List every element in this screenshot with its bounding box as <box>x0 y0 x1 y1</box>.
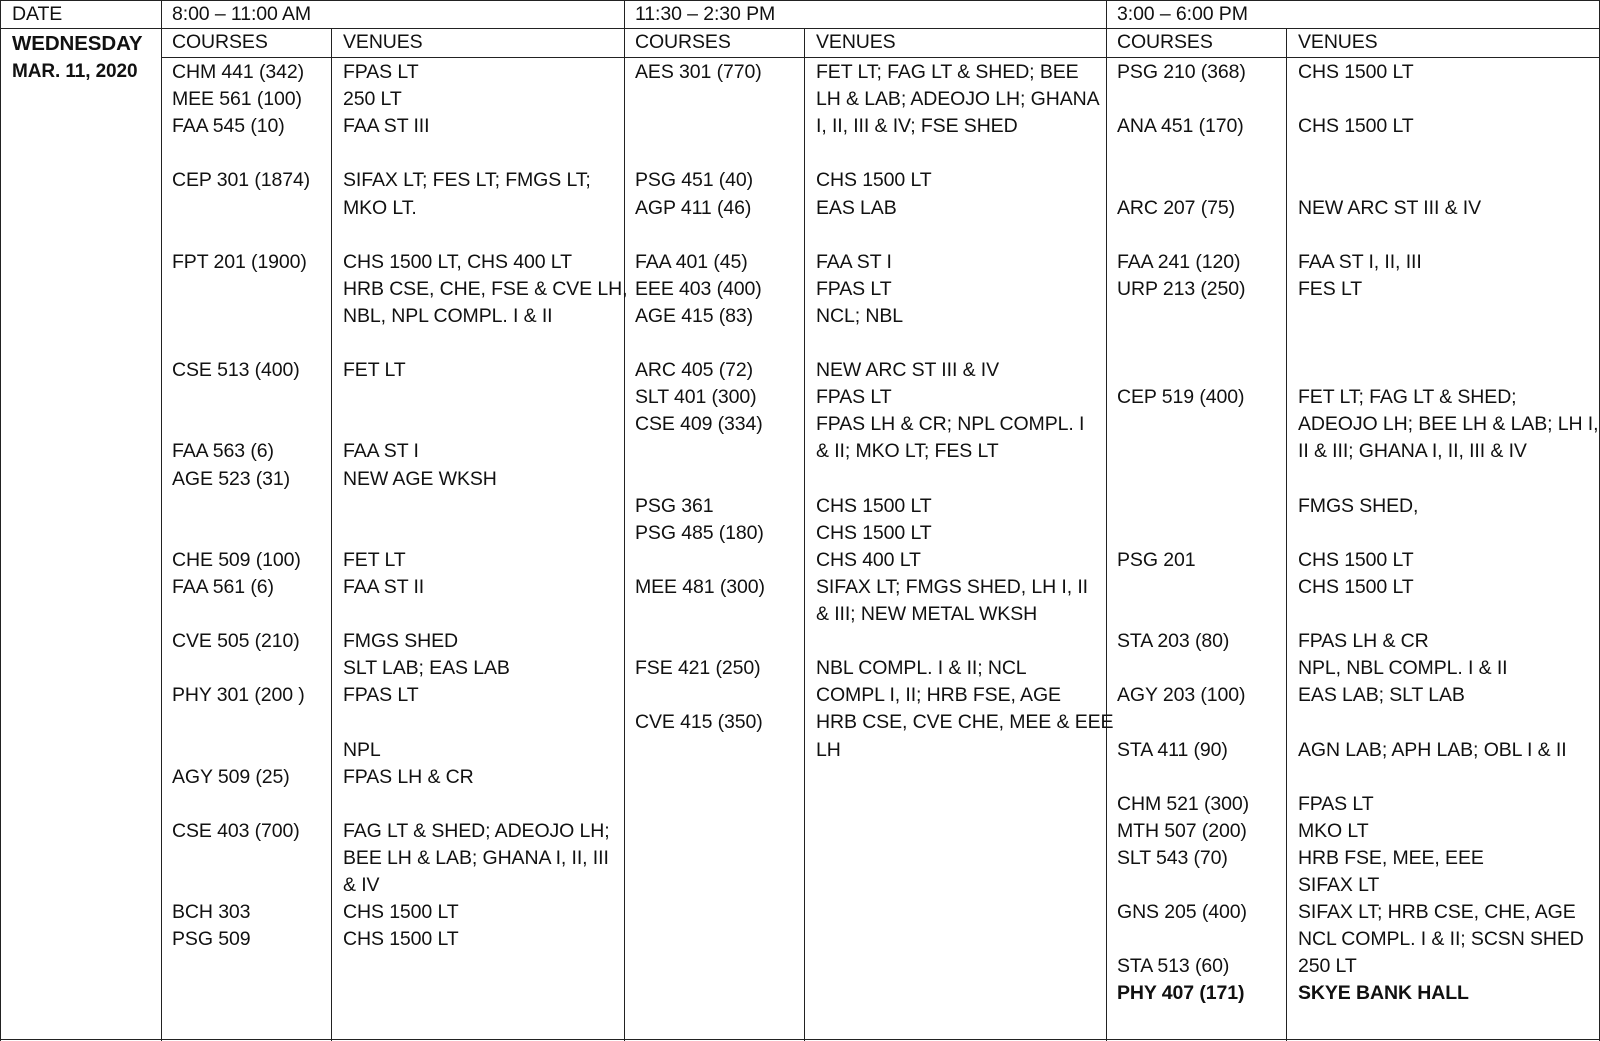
slot2-course-cell: AGE 415 (83) <box>635 304 754 327</box>
slot2-course-cell: EEE 403 (400) <box>635 277 762 300</box>
slot3-venue-cell: MKO LT <box>1298 819 1369 842</box>
slot1-venue-cell: BEE LH & LAB; GHANA I, II, III <box>343 846 609 869</box>
slot1-course-cell: PHY 301 (200 ) <box>172 684 305 707</box>
slot1-venues-header: VENUES <box>343 31 423 53</box>
slot2-course-cell: ARC 405 (72) <box>635 359 754 382</box>
slot1-venue-cell: FPAS LT <box>343 61 419 83</box>
column-divider-slot3-venues <box>1286 29 1287 1041</box>
slot2-venues-header: VENUES <box>816 31 896 53</box>
slot1-venue-cell: HRB CSE, CHE, FSE & CVE LH, <box>343 277 628 300</box>
slot1-venue-cell: FAG LT & SHED; ADEOJO LH; <box>343 819 610 842</box>
slot2-course-cell: AGP 411 (46) <box>635 196 752 219</box>
slot3-venue-cell: ADEOJO LH; BEE LH & LAB; LH I, <box>1298 413 1599 436</box>
slot3-course-cell: ARC 207 (75) <box>1117 196 1236 219</box>
slot1-time-header: 8:00 – 11:00 AM <box>172 3 312 25</box>
slot1-venue-cell: 250 LT <box>343 88 402 111</box>
slot3-course-cell: URP 213 (250) <box>1117 277 1246 300</box>
slot1-venue-cell: FAA ST II <box>343 575 425 598</box>
slot2-venue-cell: LH & LAB; ADEOJO LH; GHANA <box>816 88 1100 111</box>
slot2-venue-cell: FET LT; FAG LT & SHED; BEE <box>816 61 1079 83</box>
slot2-course-cell: SLT 401 (300) <box>635 386 757 409</box>
slot3-venue-cell: CHS 1500 LT <box>1298 61 1414 83</box>
slot1-course-cell: CEP 301 (1874) <box>172 169 311 192</box>
column-divider-slot2-venues <box>804 29 805 1041</box>
slot3-venue-cell: NCL COMPL. I & II; SCSN SHED <box>1298 928 1584 951</box>
slot3-venue-cell: EAS LAB; SLT LAB <box>1298 684 1465 707</box>
slot3-course-cell: FAA 241 (120) <box>1117 250 1241 273</box>
slot2-course-cell: PSG 361 <box>635 494 714 517</box>
slot3-venue-cell: NPL, NBL COMPL. I & II <box>1298 657 1508 680</box>
slot2-venue-cell: CHS 1500 LT <box>816 521 932 544</box>
slot1-venue-cell: FAA ST I <box>343 440 419 463</box>
slot1-course-cell: FAA 563 (6) <box>172 440 274 463</box>
slot3-course-cell: STA 513 (60) <box>1117 955 1230 978</box>
slot3-venues-header: VENUES <box>1298 31 1378 53</box>
slot2-course-cell: FSE 421 (250) <box>635 657 761 680</box>
slot1-course-cell: CSE 513 (400) <box>172 359 300 382</box>
slot3-course-cell: CEP 519 (400) <box>1117 386 1245 409</box>
column-divider-slot3 <box>1106 0 1107 1041</box>
slot1-venue-cell: FMGS SHED <box>343 630 459 653</box>
slot3-venue-cell: FPAS LT <box>1298 792 1374 815</box>
slot3-venue-cell: II & III; GHANA I, II, III & IV <box>1298 440 1527 463</box>
slot3-course-cell: STA 203 (80) <box>1117 630 1230 653</box>
day-name: WEDNESDAY <box>12 32 143 55</box>
slot1-venue-cell: FPAS LT <box>343 684 419 707</box>
slot2-venue-cell: FPAS LT <box>816 386 892 409</box>
slot1-course-cell: CHM 441 (342) <box>172 61 305 83</box>
slot3-venue-cell: FMGS SHED, <box>1298 494 1419 517</box>
slot2-venue-cell: EAS LAB <box>816 196 897 219</box>
slot2-venue-cell: I, II, III & IV; FSE SHED <box>816 115 1018 138</box>
slot1-course-cell: MEE 561 (100) <box>172 88 302 111</box>
slot1-course-cell: CSE 403 (700) <box>172 819 300 842</box>
slot3-venue-cell: CHS 1500 LT <box>1298 548 1414 571</box>
day-date: MAR. 11, 2020 <box>12 61 138 82</box>
slot2-venue-cell: CHS 1500 LT <box>816 169 932 192</box>
slot3-course-cell: STA 411 (90) <box>1117 738 1228 761</box>
slot1-venue-cell: CHS 1500 LT <box>343 901 459 924</box>
slot3-course-cell: PSG 201 <box>1117 548 1196 571</box>
slot1-course-cell: AGY 509 (25) <box>172 765 290 788</box>
slot3-courses-header: COURSES <box>1117 31 1213 53</box>
slot2-course-cell: MEE 481 (300) <box>635 575 765 598</box>
slot3-venue-cell: FPAS LH & CR <box>1298 630 1429 653</box>
slot3-course-cell: MTH 507 (200) <box>1117 819 1247 842</box>
slot1-venue-cell: SLT LAB; EAS LAB <box>343 657 510 680</box>
slot2-venue-cell: & III; NEW METAL WKSH <box>816 603 1038 625</box>
slot2-venue-cell: CHS 400 LT <box>816 548 921 571</box>
slot1-courses-header: COURSES <box>172 31 268 53</box>
slot1-course-cell: FAA 545 (10) <box>172 115 285 138</box>
slot2-course-cell: CSE 409 (334) <box>635 413 763 436</box>
slot1-venue-cell: SIFAX LT; FES LT; FMGS LT; <box>343 169 591 192</box>
slot1-venue-cell: NBL, NPL COMPL. I & II <box>343 304 553 327</box>
slot2-venue-cell: SIFAX LT; FMGS SHED, LH I, II <box>816 575 1088 598</box>
slot1-course-cell: CVE 505 (210) <box>172 630 300 653</box>
slot3-course-cell: GNS 205 (400) <box>1117 901 1247 924</box>
slot2-venue-cell: NCL; NBL <box>816 304 903 327</box>
slot1-course-cell: FPT 201 (1900) <box>172 250 307 273</box>
slot2-venue-cell: FAA ST I <box>816 250 892 273</box>
slot3-venue-cell: SIFAX LT <box>1298 874 1380 896</box>
slot3-course-cell: PSG 210 (368) <box>1117 61 1246 83</box>
slot1-venue-cell: NPL <box>343 738 381 761</box>
slot2-venue-cell: NBL COMPL. I & II; NCL <box>816 657 1027 680</box>
slot2-course-cell: AES 301 (770) <box>635 61 762 83</box>
slot2-courses-header: COURSES <box>635 31 731 53</box>
slot3-venue-cell: SIFAX LT; HRB CSE, CHE, AGE <box>1298 901 1576 924</box>
slot3-venue-cell: CHS 1500 LT <box>1298 115 1414 138</box>
slot1-course-cell: CHE 509 (100) <box>172 548 301 571</box>
slot3-venue-cell: FAA ST I, II, III <box>1298 250 1422 273</box>
slot1-venue-cell: CHS 1500 LT, CHS 400 LT <box>343 250 572 273</box>
slot1-venue-cell: FET LT <box>343 359 406 382</box>
slot3-venue-cell: AGN LAB; APH LAB; OBL I & II <box>1298 738 1567 761</box>
slot1-venue-cell: FPAS LH & CR <box>343 765 474 788</box>
slot1-venue-cell: MKO LT. <box>343 196 417 219</box>
slot2-course-cell: CVE 415 (350) <box>635 711 763 734</box>
slot2-venue-cell: CHS 1500 LT <box>816 494 932 517</box>
column-divider-date <box>161 0 162 1041</box>
table-border-bottom <box>0 1039 1600 1040</box>
slot1-course-cell: AGE 523 (31) <box>172 467 291 490</box>
slot1-venue-cell: NEW AGE WKSH <box>343 467 497 490</box>
slot2-time-header: 11:30 – 2:30 PM <box>635 3 776 25</box>
slot3-venue-cell: FET LT; FAG LT & SHED; <box>1298 386 1517 409</box>
slot2-venue-cell: NEW ARC ST III & IV <box>816 359 1000 382</box>
slot2-course-cell: FAA 401 (45) <box>635 250 748 273</box>
slot3-venue-cell: NEW ARC ST III & IV <box>1298 196 1482 219</box>
slot3-venue-cell: 250 LT <box>1298 955 1357 978</box>
slot2-venue-cell: HRB CSE, CVE CHE, MEE & EEE <box>816 711 1114 734</box>
slot3-venue-cell: CHS 1500 LT <box>1298 575 1414 598</box>
slot3-course-cell: SLT 543 (70) <box>1117 846 1228 869</box>
slot3-venue-cell: SKYE BANK HALL <box>1298 982 1469 1005</box>
column-divider-slot2 <box>624 0 625 1041</box>
slot3-course-cell: ANA 451 (170) <box>1117 115 1244 138</box>
slot3-course-cell: PHY 407 (171) <box>1117 982 1245 1005</box>
slot1-venue-cell: CHS 1500 LT <box>343 928 459 951</box>
slot2-venue-cell: LH <box>816 738 841 761</box>
table-border-left <box>0 0 1 1041</box>
slot2-venue-cell: COMPL I, II; HRB FSE, AGE <box>816 684 1061 707</box>
slot1-venue-cell: & IV <box>343 874 380 896</box>
slot3-venue-cell: FES LT <box>1298 277 1363 300</box>
slot2-venue-cell: FPAS LH & CR; NPL COMPL. I <box>816 413 1085 436</box>
date-header: DATE <box>12 3 63 25</box>
slot3-venue-cell: HRB FSE, MEE, EEE <box>1298 846 1484 869</box>
slot1-course-cell: PSG 509 <box>172 928 251 951</box>
slot3-course-cell: AGY 203 (100) <box>1117 684 1246 707</box>
slot2-course-cell: PSG 485 (180) <box>635 521 764 544</box>
slot3-course-cell: CHM 521 (300) <box>1117 792 1250 815</box>
slot2-venue-cell: & II; MKO LT; FES LT <box>816 440 999 463</box>
slot1-course-cell: BCH 303 <box>172 901 251 924</box>
slot2-course-cell: PSG 451 (40) <box>635 169 754 192</box>
slot1-venue-cell: FET LT <box>343 548 406 571</box>
subheader-divider <box>162 57 1600 58</box>
slot1-course-cell: FAA 561 (6) <box>172 575 274 598</box>
slot1-venue-cell: FAA ST III <box>343 115 430 138</box>
column-divider-slot1-venues <box>331 29 332 1041</box>
slot3-time-header: 3:00 – 6:00 PM <box>1117 3 1248 25</box>
slot2-venue-cell: FPAS LT <box>816 277 892 300</box>
